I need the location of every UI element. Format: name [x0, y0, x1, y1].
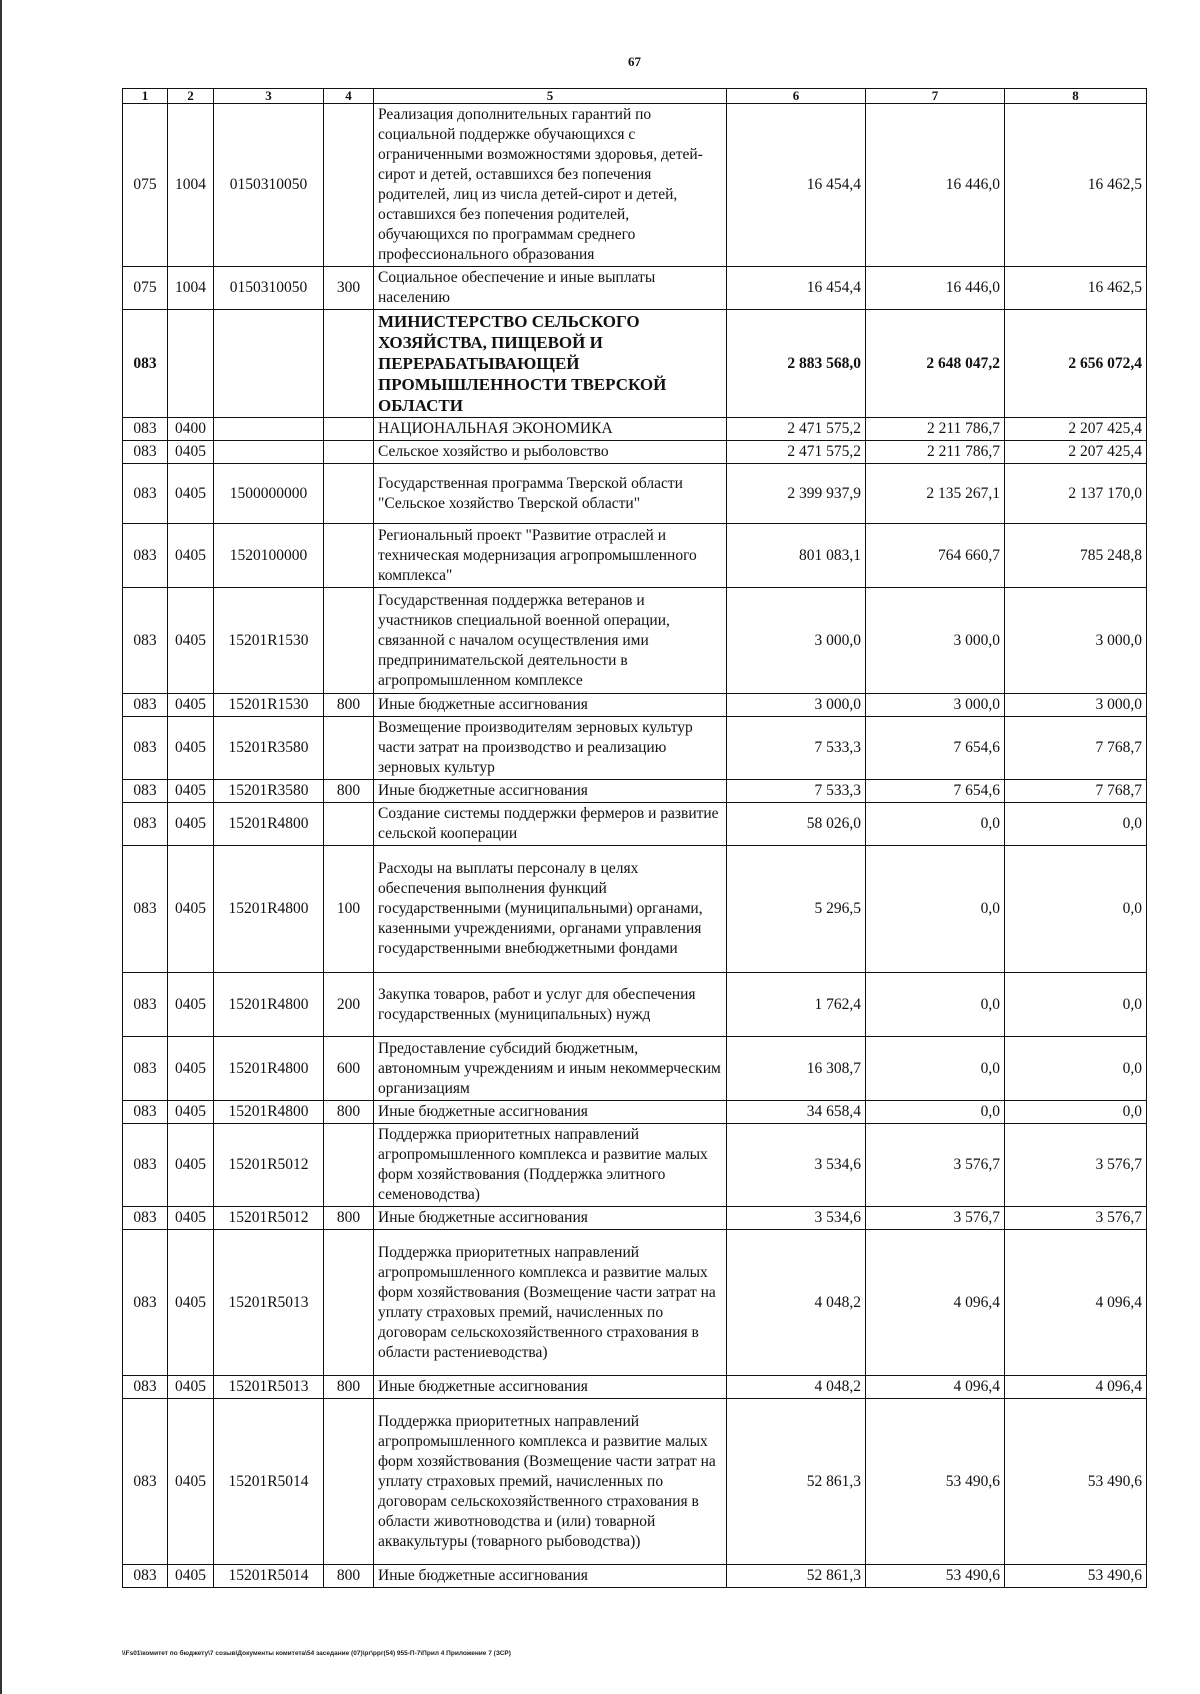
table-row: [123, 780, 1147, 803]
description-cell: Региональный проект "Развитие отраслей и техническая модернизация агропромышленного комплекса": [374, 524, 727, 588]
expense-type-cell: [324, 310, 374, 418]
expense-type-cell: 300: [324, 267, 374, 310]
table-row: [123, 1565, 1147, 1588]
value-year-2-cell: 0,0: [866, 1101, 1005, 1124]
table-row: [123, 267, 1147, 310]
description-cell: Иные бюджетные ассигнования: [374, 1207, 727, 1230]
value-year-3-cell: 4 096,4: [1005, 1376, 1147, 1399]
section-code-cell: 0405: [168, 1207, 214, 1230]
value-year-2-cell: 7 654,6: [866, 717, 1005, 780]
expense-type-cell: [324, 803, 374, 846]
value-year-3-cell: 2 656 072,4: [1005, 310, 1147, 418]
value-year-2-cell: 3 000,0: [866, 694, 1005, 717]
target-article-cell: 15201R3580: [214, 780, 324, 803]
table-row: [123, 1037, 1147, 1101]
description-cell: Поддержка приоритетных направлений агропромышленного комплекса и развитие малых форм хозяйствования (Возмещение части затрат на уплату страховых премий, начисленных по договорам сельскохозяйственного страхования в области растениеводства): [374, 1230, 727, 1376]
value-year-1-cell: 3 534,6: [727, 1207, 866, 1230]
target-article-cell: 15201R4800: [214, 803, 324, 846]
value-year-3-cell: 0,0: [1005, 803, 1147, 846]
value-year-3-cell: 53 490,6: [1005, 1399, 1147, 1565]
value-year-1-cell: 58 026,0: [727, 803, 866, 846]
description-cell: Иные бюджетные ассигнования: [374, 694, 727, 717]
value-year-2-cell: 2 648 047,2: [866, 310, 1005, 418]
value-year-1-cell: 801 083,1: [727, 524, 866, 588]
column-header: 5: [374, 89, 727, 104]
scan-edge: [0, 0, 2, 1694]
value-year-3-cell: 16 462,5: [1005, 267, 1147, 310]
value-year-2-cell: 2 211 786,7: [866, 418, 1005, 441]
admin-code-cell: 083: [123, 780, 168, 803]
expense-type-cell: [324, 1399, 374, 1565]
column-header: 6: [727, 89, 866, 104]
table-row: [123, 694, 1147, 717]
expense-type-cell: [324, 1230, 374, 1376]
table-row: [123, 1399, 1147, 1565]
description-cell: Расходы на выплаты персоналу в целях обеспечения выполнения функций государственными (муниципальными) органами, казенными учреждениями, органами управления государственными внебюджетными фондами: [374, 846, 727, 973]
value-year-1-cell: 34 658,4: [727, 1101, 866, 1124]
admin-code-cell: 083: [123, 973, 168, 1037]
admin-code-cell: 075: [123, 267, 168, 310]
section-code-cell: 0405: [168, 441, 214, 464]
description-cell: Иные бюджетные ассигнования: [374, 1376, 727, 1399]
expense-type-cell: 800: [324, 694, 374, 717]
target-article-cell: 15201R5012: [214, 1207, 324, 1230]
value-year-1-cell: 16 454,4: [727, 104, 866, 267]
target-article-cell: 15201R5013: [214, 1230, 324, 1376]
value-year-3-cell: 0,0: [1005, 973, 1147, 1037]
section-code-cell: 0405: [168, 846, 214, 973]
file-path-footer: \\Fs01\комитет по бюджету\7 созыв\Документы комитета\54 заседание (07)\рг\ррг(54) 955-П-7\Прил 4 Приложение 7 (ЗСР): [122, 1650, 511, 1657]
table-row: [123, 1101, 1147, 1124]
column-header: 1: [123, 89, 168, 104]
value-year-2-cell: 764 660,7: [866, 524, 1005, 588]
expense-type-cell: 100: [324, 846, 374, 973]
value-year-1-cell: 2 471 575,2: [727, 418, 866, 441]
column-header: 3: [214, 89, 324, 104]
admin-code-cell: 083: [123, 524, 168, 588]
value-year-3-cell: 4 096,4: [1005, 1230, 1147, 1376]
table-row: [123, 1124, 1147, 1207]
description-cell: НАЦИОНАЛЬНАЯ ЭКОНОМИКА: [374, 418, 727, 441]
table-row: [123, 973, 1147, 1037]
value-year-1-cell: 3 534,6: [727, 1124, 866, 1207]
description-cell: Сельское хозяйство и рыболовство: [374, 441, 727, 464]
expense-type-cell: [324, 104, 374, 267]
section-code-cell: 0405: [168, 973, 214, 1037]
admin-code-cell: 083: [123, 418, 168, 441]
description-cell: Поддержка приоритетных направлений агропромышленного комплекса и развитие малых форм хозяйствования (Возмещение части затрат на уплату страховых премий, начисленных по договорам сельскохозяйственного страхования в области животноводства и (или) товарной аквакультуры (товарного рыбоводства)): [374, 1399, 727, 1565]
section-code-cell: 0405: [168, 717, 214, 780]
value-year-2-cell: 16 446,0: [866, 104, 1005, 267]
section-code-cell: 1004: [168, 267, 214, 310]
table-row: [123, 418, 1147, 441]
value-year-3-cell: 7 768,7: [1005, 780, 1147, 803]
description-cell: Социальное обеспечение и иные выплаты населению: [374, 267, 727, 310]
value-year-1-cell: 3 000,0: [727, 588, 866, 694]
value-year-2-cell: 3 576,7: [866, 1207, 1005, 1230]
budget-table: [122, 88, 1147, 1588]
table-row: [123, 717, 1147, 780]
value-year-1-cell: 2 883 568,0: [727, 310, 866, 418]
section-code-cell: [168, 310, 214, 418]
section-code-cell: 0405: [168, 1230, 214, 1376]
admin-code-cell: 083: [123, 803, 168, 846]
expense-type-cell: [324, 588, 374, 694]
admin-code-cell: 075: [123, 104, 168, 267]
column-header: 7: [866, 89, 1005, 104]
value-year-2-cell: 7 654,6: [866, 780, 1005, 803]
section-code-cell: 1004: [168, 104, 214, 267]
table-row: [123, 1376, 1147, 1399]
column-header: 4: [324, 89, 374, 104]
section-code-cell: 0400: [168, 418, 214, 441]
section-code-cell: 0405: [168, 1399, 214, 1565]
table-row: [123, 803, 1147, 846]
expense-type-cell: [324, 441, 374, 464]
value-year-3-cell: 3 000,0: [1005, 588, 1147, 694]
value-year-1-cell: 4 048,2: [727, 1376, 866, 1399]
expense-type-cell: [324, 464, 374, 524]
value-year-2-cell: 0,0: [866, 1037, 1005, 1101]
admin-code-cell: 083: [123, 1037, 168, 1101]
description-cell: Иные бюджетные ассигнования: [374, 780, 727, 803]
expense-type-cell: 800: [324, 1376, 374, 1399]
target-article-cell: 15201R5013: [214, 1376, 324, 1399]
admin-code-cell: 083: [123, 1124, 168, 1207]
value-year-3-cell: 16 462,5: [1005, 104, 1147, 267]
section-code-cell: 0405: [168, 1124, 214, 1207]
target-article-cell: [214, 418, 324, 441]
description-cell: Иные бюджетные ассигнования: [374, 1565, 727, 1588]
value-year-1-cell: 52 861,3: [727, 1565, 866, 1588]
section-code-cell: 0405: [168, 1037, 214, 1101]
column-header: 2: [168, 89, 214, 104]
expense-type-cell: 800: [324, 1565, 374, 1588]
value-year-1-cell: 5 296,5: [727, 846, 866, 973]
table-row: [123, 1230, 1147, 1376]
description-cell: Предоставление субсидий бюджетным, автономным учреждениям и иным некоммерческим организациям: [374, 1037, 727, 1101]
description-cell: Поддержка приоритетных направлений агропромышленного комплекса и развитие малых форм хозяйствования (Поддержка элитного семеноводства): [374, 1124, 727, 1207]
expense-type-cell: [324, 418, 374, 441]
target-article-cell: 15201R5012: [214, 1124, 324, 1207]
admin-code-cell: 083: [123, 846, 168, 973]
target-article-cell: 15201R1530: [214, 588, 324, 694]
value-year-2-cell: 3 000,0: [866, 588, 1005, 694]
expense-type-cell: 800: [324, 1101, 374, 1124]
target-article-cell: 15201R3580: [214, 717, 324, 780]
value-year-3-cell: 3 576,7: [1005, 1124, 1147, 1207]
table-row: [123, 588, 1147, 694]
admin-code-cell: 083: [123, 1565, 168, 1588]
target-article-cell: 15201R5014: [214, 1565, 324, 1588]
description-cell: Закупка товаров, работ и услуг для обеспечения государственных (муниципальных) нужд: [374, 973, 727, 1037]
description-cell: Государственная программа Тверской области "Сельское хозяйство Тверской области": [374, 464, 727, 524]
admin-code-cell: 083: [123, 588, 168, 694]
value-year-1-cell: 2 399 937,9: [727, 464, 866, 524]
admin-code-cell: 083: [123, 1399, 168, 1565]
admin-code-cell: 083: [123, 464, 168, 524]
admin-code-cell: 083: [123, 1101, 168, 1124]
value-year-1-cell: 3 000,0: [727, 694, 866, 717]
section-code-cell: 0405: [168, 780, 214, 803]
table-row: [123, 464, 1147, 524]
description-cell: Реализация дополнительных гарантий по социальной поддержке обучающихся с ограниченными возможностями здоровья, детей-сирот и детей, оставшихся без попечения родителей, лиц из числа детей-сирот и детей, оставшихся без попечения родителей, обучающихся по программам среднего профессионального образования: [374, 104, 727, 267]
value-year-1-cell: 7 533,3: [727, 780, 866, 803]
target-article-cell: 0150310050: [214, 104, 324, 267]
table-row: [123, 524, 1147, 588]
target-article-cell: 15201R4800: [214, 973, 324, 1037]
admin-code-cell: 083: [123, 441, 168, 464]
section-code-cell: 0405: [168, 1376, 214, 1399]
target-article-cell: 15201R5014: [214, 1399, 324, 1565]
description-cell: Иные бюджетные ассигнования: [374, 1101, 727, 1124]
value-year-2-cell: 4 096,4: [866, 1230, 1005, 1376]
target-article-cell: 15201R4800: [214, 1037, 324, 1101]
value-year-3-cell: 2 207 425,4: [1005, 418, 1147, 441]
value-year-3-cell: 53 490,6: [1005, 1565, 1147, 1588]
target-article-cell: 0150310050: [214, 267, 324, 310]
admin-code-cell: 083: [123, 1207, 168, 1230]
value-year-2-cell: 0,0: [866, 973, 1005, 1037]
expense-type-cell: 800: [324, 1207, 374, 1230]
target-article-cell: [214, 310, 324, 418]
table-row: [123, 104, 1147, 267]
table-row: [123, 441, 1147, 464]
value-year-1-cell: 4 048,2: [727, 1230, 866, 1376]
target-article-cell: 1520100000: [214, 524, 324, 588]
table-row: [123, 846, 1147, 973]
value-year-3-cell: 785 248,8: [1005, 524, 1147, 588]
value-year-2-cell: 53 490,6: [866, 1565, 1005, 1588]
page-number: 67: [628, 54, 641, 69]
value-year-2-cell: 3 576,7: [866, 1124, 1005, 1207]
value-year-3-cell: 7 768,7: [1005, 717, 1147, 780]
value-year-1-cell: 16 308,7: [727, 1037, 866, 1101]
value-year-1-cell: 52 861,3: [727, 1399, 866, 1565]
expense-type-cell: [324, 717, 374, 780]
admin-code-cell: 083: [123, 310, 168, 418]
column-header: 8: [1005, 89, 1147, 104]
value-year-2-cell: 4 096,4: [866, 1376, 1005, 1399]
admin-code-cell: 083: [123, 717, 168, 780]
column-number-header-row: [123, 89, 1147, 104]
value-year-3-cell: 2 137 170,0: [1005, 464, 1147, 524]
section-code-cell: 0405: [168, 1101, 214, 1124]
expense-type-cell: [324, 524, 374, 588]
expense-type-cell: 200: [324, 973, 374, 1037]
section-code-cell: 0405: [168, 588, 214, 694]
value-year-2-cell: 16 446,0: [866, 267, 1005, 310]
value-year-1-cell: 2 471 575,2: [727, 441, 866, 464]
value-year-1-cell: 1 762,4: [727, 973, 866, 1037]
description-cell: Государственная поддержка ветеранов и участников специальной военной операции, связанной с началом осуществления ими предпринимательской деятельности в агропромышленном комплексе: [374, 588, 727, 694]
section-code-cell: 0405: [168, 524, 214, 588]
value-year-3-cell: 0,0: [1005, 846, 1147, 973]
admin-code-cell: 083: [123, 1376, 168, 1399]
value-year-2-cell: 0,0: [866, 846, 1005, 973]
value-year-1-cell: 7 533,3: [727, 717, 866, 780]
description-cell: Возмещение производителям зерновых культур части затрат на производство и реализацию зерновых культур: [374, 717, 727, 780]
target-article-cell: [214, 441, 324, 464]
section-code-cell: 0405: [168, 1565, 214, 1588]
table-row: [123, 310, 1147, 418]
value-year-3-cell: 0,0: [1005, 1101, 1147, 1124]
value-year-2-cell: 53 490,6: [866, 1399, 1005, 1565]
target-article-cell: 1500000000: [214, 464, 324, 524]
section-code-cell: 0405: [168, 464, 214, 524]
admin-code-cell: 083: [123, 1230, 168, 1376]
section-code-cell: 0405: [168, 694, 214, 717]
target-article-cell: 15201R4800: [214, 846, 324, 973]
value-year-3-cell: 2 207 425,4: [1005, 441, 1147, 464]
table-row: [123, 1207, 1147, 1230]
value-year-2-cell: 0,0: [866, 803, 1005, 846]
value-year-2-cell: 2 135 267,1: [866, 464, 1005, 524]
admin-code-cell: 083: [123, 694, 168, 717]
target-article-cell: 15201R1530: [214, 694, 324, 717]
value-year-3-cell: 0,0: [1005, 1037, 1147, 1101]
description-cell: Создание системы поддержки фермеров и развитие сельской кооперации: [374, 803, 727, 846]
value-year-3-cell: 3 576,7: [1005, 1207, 1147, 1230]
expense-type-cell: 600: [324, 1037, 374, 1101]
description-cell: МИНИСТЕРСТВО СЕЛЬСКОГО ХОЗЯЙСТВА, ПИЩЕВОЙ И ПЕРЕРАБАТЫВАЮЩЕЙ ПРОМЫШЛЕННОСТИ ТВЕРСКОЙ ОБЛАСТИ: [374, 310, 727, 418]
expense-type-cell: [324, 1124, 374, 1207]
value-year-1-cell: 16 454,4: [727, 267, 866, 310]
value-year-3-cell: 3 000,0: [1005, 694, 1147, 717]
expense-type-cell: 800: [324, 780, 374, 803]
section-code-cell: 0405: [168, 803, 214, 846]
value-year-2-cell: 2 211 786,7: [866, 441, 1005, 464]
target-article-cell: 15201R4800: [214, 1101, 324, 1124]
